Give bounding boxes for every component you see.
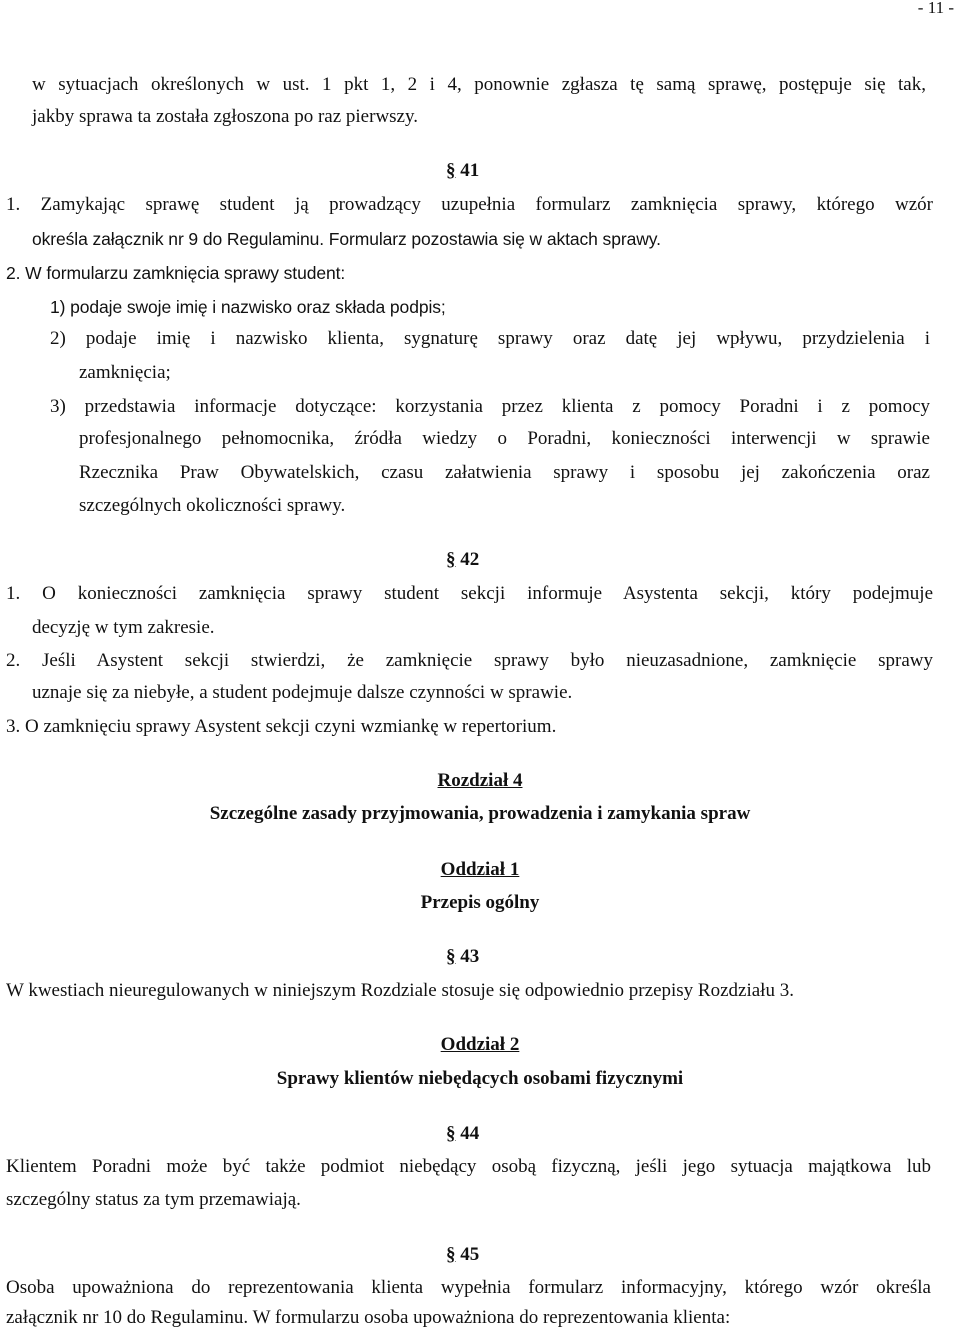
intro-line-2: jakby sprawa ta została zgłoszona po raz pierwszy. — [32, 106, 419, 127]
s44-line-1: Klientem Poradni może być także podmiot niebędący osobą fizyczną, jeśli jego sytuacja majątkowa lub — [6, 1156, 931, 1177]
division-2-label: Oddział 2 — [440, 1034, 520, 1055]
s41-p1-line-2: określa załącznik nr 9 do Regulaminu. Formularz pozostawia się w aktach sprawy. — [32, 229, 661, 249]
s41-item-3-line-4: szczególnych okoliczności sprawy. — [79, 495, 346, 516]
section-sign: § — [446, 1123, 456, 1144]
s41-item-3-line-1: 3) przedstawia informacje dotyczące: korzystania przez klienta z pomocy Poradni i z pomocy — [50, 396, 930, 417]
s44-line-2: szczególny status za tym przemawiają. — [6, 1189, 301, 1210]
s42-p3: 3. O zamknięciu sprawy Asystent sekcji czyni wzmiankę w repertorium. — [6, 716, 557, 737]
chapter-title: Szczególne zasady przyjmowania, prowadzenia i zamykania spraw — [209, 803, 751, 824]
s41-p2: 2. W formularzu zamknięcia sprawy student: — [6, 263, 346, 283]
section-number: 43 — [460, 946, 480, 967]
s42-p2-line-2: uznaje się za niebyłe, a student podejmuje dalsze czynności w sprawie. — [32, 682, 573, 703]
s41-p1-line-1: 1. Zamykając sprawę student ją prowadzący uzupełnia formularz zamknięcia sprawy, którego wzór — [6, 194, 933, 215]
section-sign: § — [446, 160, 456, 181]
section-45-heading — [446, 1244, 479, 1266]
division-1-title: Przepis ogólny — [420, 892, 540, 913]
section-number: 44 — [460, 1123, 480, 1144]
s42-p1-line-2: decyzję w tym zakresie. — [32, 617, 215, 638]
section-44-heading — [446, 1123, 479, 1145]
s43-text: W kwestiach nieuregulowanych w niniejszym Rozdziale stosuje się odpowiednio przepisy Rozdziału 3. — [6, 980, 794, 1001]
division-2-title: Sprawy klientów niebędących osobami fizycznymi — [276, 1068, 684, 1089]
section-43-heading — [446, 946, 479, 968]
section-sign: § — [446, 1244, 456, 1265]
s41-item-2-line-2: zamknięcia; — [79, 362, 171, 383]
s41-item-3-line-2: profesjonalnego pełnomocnika, źródła wiedzy o Poradni, konieczności interwencji w sprawie — [79, 428, 930, 449]
section-sign: § — [446, 549, 456, 570]
page-number: - 11 - — [917, 0, 954, 17]
s45-line-1: Osoba upoważniona do reprezentowania klienta wypełnia formularz informacyjny, którego wzór określa — [6, 1277, 931, 1298]
division-1-label: Oddział 1 — [440, 859, 520, 880]
intro-line-1: w sytuacjach określonych w ust. 1 pkt 1, 2 i 4, ponownie zgłasza tę samą sprawę, postępuje się tak, — [32, 74, 926, 95]
s42-p1-line-1: 1. O konieczności zamknięcia sprawy student sekcji informuje Asystenta sekcji, który podejmuje — [6, 583, 933, 604]
section-42-heading — [446, 549, 479, 571]
section-sign: § — [446, 946, 456, 967]
section-number: 45 — [460, 1244, 480, 1265]
s41-item-1: 1) podaje swoje imię i nazwisko oraz składa podpis; — [50, 297, 446, 317]
s41-item-2-line-1: 2) podaje imię i nazwisko klienta, sygnaturę sprawy oraz datę jej wpływu, przydzielenia i — [50, 328, 930, 349]
section-41-heading — [446, 160, 479, 182]
section-number: 41 — [460, 160, 480, 181]
s45-line-2: załącznik nr 10 do Regulaminu. W formularzu osoba upoważniona do reprezentowania klienta: — [6, 1307, 731, 1328]
section-number: 42 — [460, 549, 480, 570]
chapter-label: Rozdział 4 — [437, 770, 523, 791]
s41-item-3-line-3: Rzecznika Praw Obywatelskich, czasu załatwienia sprawy i sposobu jej zakończenia oraz — [79, 462, 930, 483]
s42-p2-line-1: 2. Jeśli Asystent sekcji stwierdzi, że zamknięcie sprawy było nieuzasadnione, zamknięcie sprawy — [6, 650, 933, 671]
